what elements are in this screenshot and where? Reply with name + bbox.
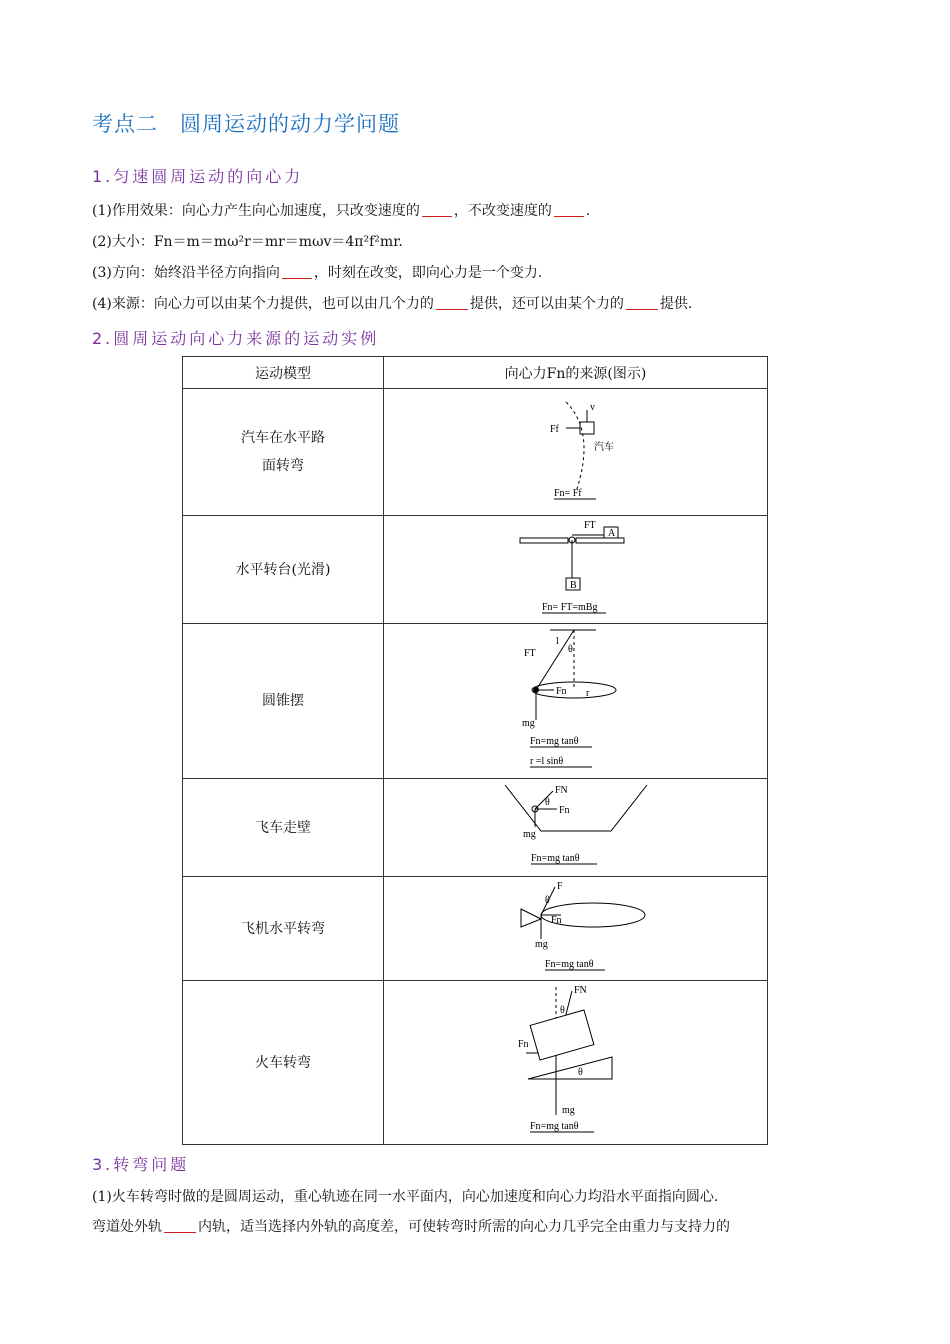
label-mg: mg xyxy=(521,718,535,729)
table-header-row xyxy=(183,357,768,389)
figure-conical-pendulum xyxy=(384,624,768,779)
label-FT: FT xyxy=(523,648,536,659)
label-theta: θ xyxy=(559,1004,565,1016)
label-F: F xyxy=(556,880,563,892)
blank-6[interactable] xyxy=(164,1218,196,1233)
label-B: B xyxy=(569,579,577,591)
figure-wall-of-death xyxy=(384,779,768,877)
model-name: 水平转台(光滑) xyxy=(183,516,384,624)
model-name: 飞车走壁 xyxy=(183,779,384,877)
blank-4[interactable] xyxy=(436,295,468,310)
heading-turning: 3.转弯问题 xyxy=(92,1155,190,1174)
blank-1[interactable] xyxy=(422,202,452,217)
model-name: 汽车在水平路面转弯 xyxy=(183,389,384,516)
label-Fn: Fn xyxy=(555,686,567,697)
table-row xyxy=(183,779,768,877)
eq-turntable: Fn= FT=mBg xyxy=(541,601,597,613)
label-Fn: Fn xyxy=(517,1038,529,1050)
table-row xyxy=(183,877,768,981)
model-name: 圆锥摆 xyxy=(183,624,384,779)
blank-3[interactable] xyxy=(282,264,312,279)
text-turning-2: 弯道处外轨 内轨，适当选择内外轨的高度差，可使转弯时所需的向心力几乎完全由重力与支持力的 xyxy=(92,1219,730,1235)
figure-airplane xyxy=(384,877,768,981)
table-row xyxy=(183,981,768,1145)
blank-2[interactable] xyxy=(554,202,584,217)
figure-car xyxy=(384,389,768,516)
label-Ff: Ff xyxy=(549,424,559,435)
label-Fn: Fn xyxy=(558,804,570,816)
eq-airplane: Fn=mg tanθ xyxy=(544,958,593,970)
label-Fn: Fn xyxy=(550,914,562,926)
table-row xyxy=(183,516,768,624)
blank-5[interactable] xyxy=(626,295,658,310)
label-mg: mg xyxy=(561,1104,575,1116)
heading-centripetal-force: 1.匀速圆周运动的向心力 xyxy=(92,167,304,186)
eq-pendulum-2: r =l sinθ xyxy=(529,756,563,767)
heading-examples: 2.圆周运动向心力来源的运动实例 xyxy=(92,329,380,348)
model-name: 飞机水平转弯 xyxy=(183,877,384,981)
label-theta-2: θ xyxy=(577,1066,583,1078)
figure-train xyxy=(384,981,768,1145)
examples-table xyxy=(182,356,768,1145)
figure-turntable xyxy=(384,516,768,624)
model-name: 火车转弯 xyxy=(183,981,384,1145)
text-magnitude: (2)大小：Fn＝m＝mω²r＝mr＝mωv＝4π²f²mr. xyxy=(92,234,403,250)
label-FT: FT xyxy=(583,519,596,531)
eq-wall: Fn=mg tanθ xyxy=(530,852,579,864)
label-mg: mg xyxy=(534,938,548,950)
text-source: (4)来源：向心力可以由某个力提供，也可以由几个力的 提供，还可以由某个力的 提供. xyxy=(92,296,693,312)
header-model: 运动模型 xyxy=(183,357,384,389)
label-theta: θ xyxy=(544,796,550,808)
label-mg: mg xyxy=(522,828,536,840)
text-effect: (1)作用效果：向心力产生向心加速度，只改变速度的 ，不改变速度的 . xyxy=(92,203,591,219)
section-title: 考点二 圆周运动的动力学问题 xyxy=(92,112,400,136)
label-car: 汽车 xyxy=(593,442,614,453)
eq-train: Fn=mg tanθ xyxy=(529,1120,578,1132)
label-FN: FN xyxy=(554,784,568,796)
label-A: A xyxy=(607,527,615,539)
eq-pendulum-1: Fn=mg tanθ xyxy=(529,736,578,747)
label-FN: FN xyxy=(573,984,587,996)
header-source: 向心力Fn的来源(图示) xyxy=(384,357,768,389)
table-row xyxy=(183,624,768,779)
eq-car: Fn= Ff xyxy=(553,488,582,499)
label-theta: θ xyxy=(544,894,550,906)
label-v: v xyxy=(589,402,595,413)
label-l: l xyxy=(555,636,559,647)
label-r: r xyxy=(585,688,589,699)
text-turning-1: (1)火车转弯时做的是圆周运动，重心轨迹在同一水平面内，向心加速度和向心力均沿水平面指向圆心. xyxy=(92,1189,719,1205)
label-theta: θ xyxy=(567,644,573,655)
text-direction: (3)方向：始终沿半径方向指向 ，时刻在改变，即向心力是一个变力. xyxy=(92,265,543,281)
table-row xyxy=(183,389,768,516)
